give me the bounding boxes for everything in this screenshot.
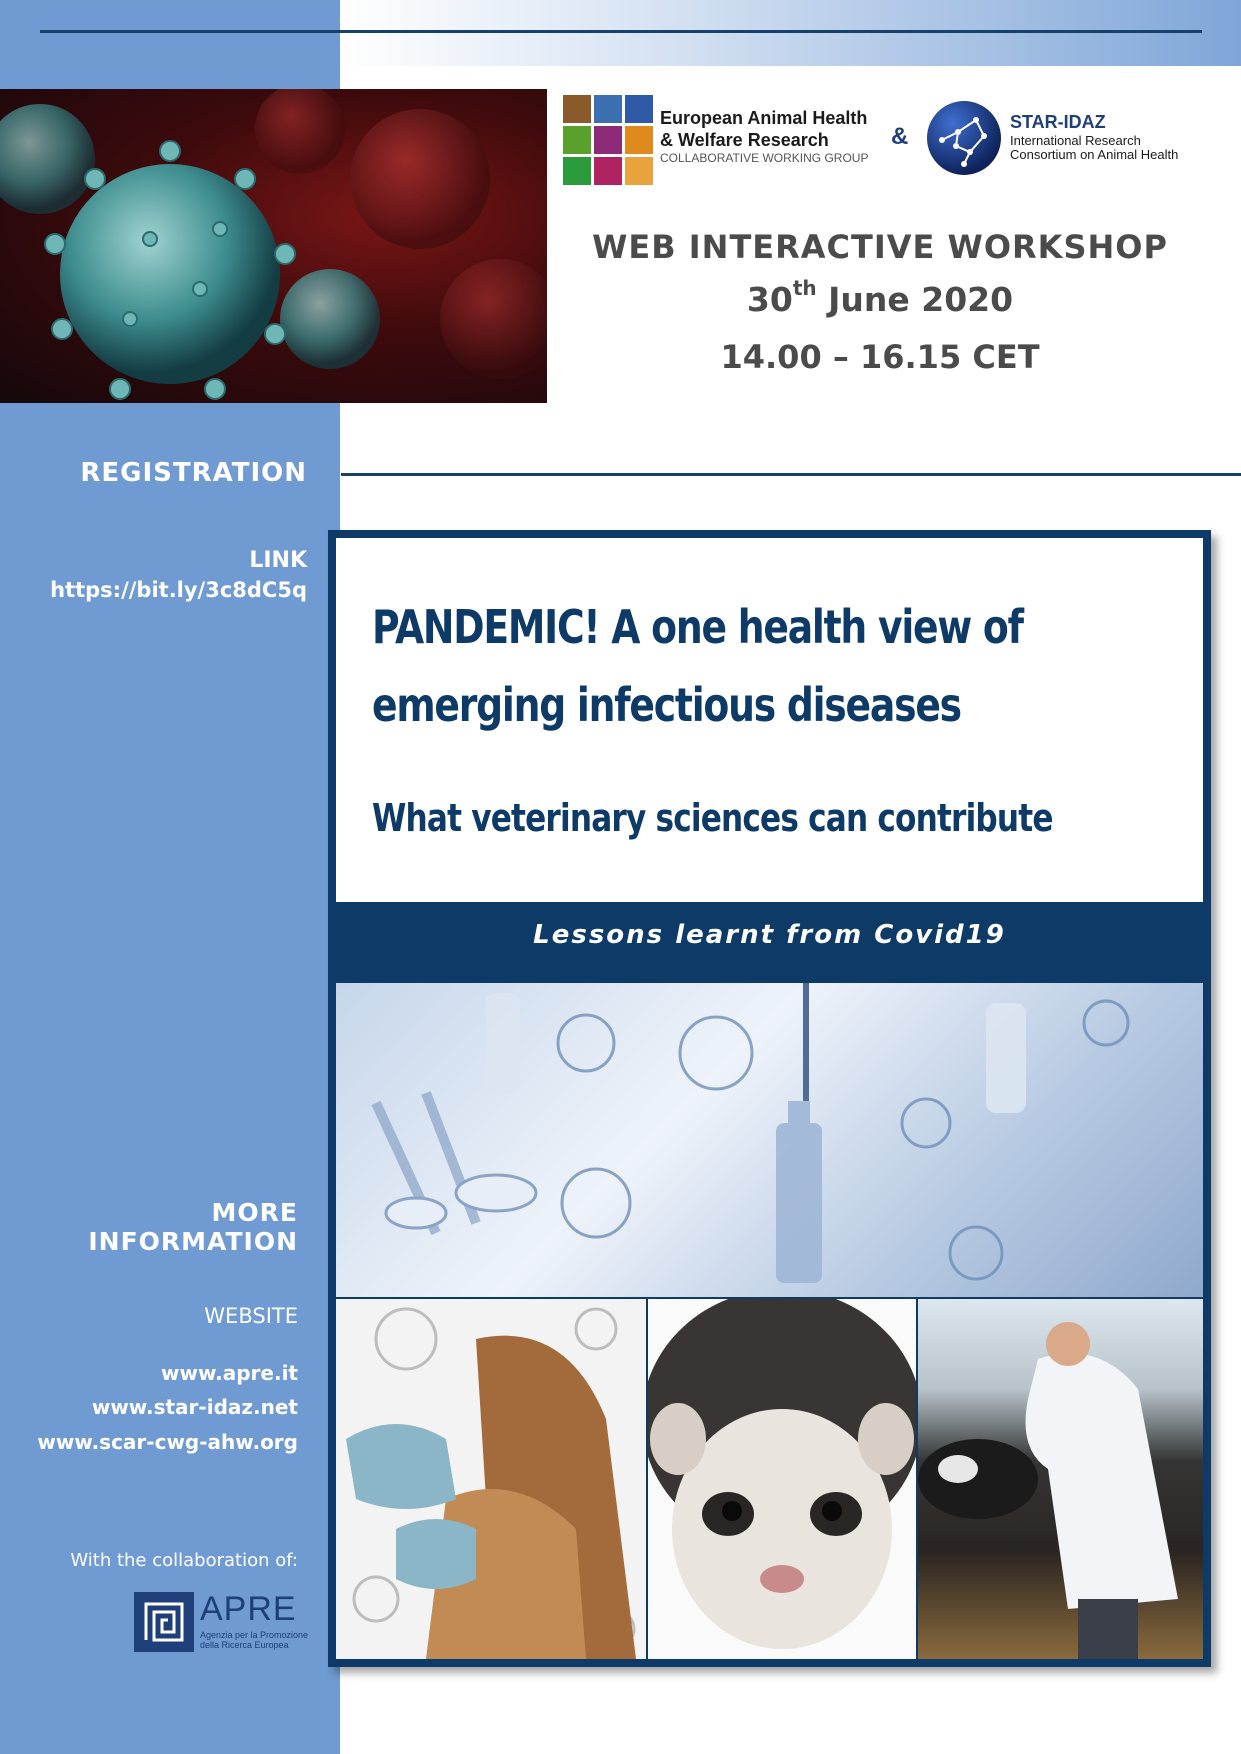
more-info-line1: MORE (211, 1198, 298, 1227)
main-title (372, 588, 1192, 744)
apre-tag-line1: Agenzia per la Promozione (200, 1630, 309, 1640)
org2-sub-line1: International Research (1010, 133, 1141, 148)
subtitle: What veterinary sciences can contribute (372, 796, 1053, 840)
workshop-card (328, 530, 1211, 1667)
event-date-rest: June 2020 (816, 280, 1014, 319)
main-title-line2: emerging infectious diseases (372, 678, 961, 732)
website-link-apre[interactable]: www.apre.it (160, 1361, 298, 1385)
star-idaz-logo (926, 100, 1226, 178)
org2-name: STAR-IDAZ (1010, 112, 1106, 132)
org2-sub-line2: Consortium on Animal Health (1010, 147, 1179, 162)
top-divider (40, 30, 1202, 33)
apre-mark-icon (134, 1592, 194, 1652)
network-globe-icon (926, 100, 1002, 176)
org1-name (660, 107, 867, 151)
registration-heading: REGISTRATION (80, 458, 307, 488)
apre-tag-line2: della Ricerca Europea (200, 1640, 289, 1650)
org2-subtitle (1010, 134, 1178, 162)
veterinarian-cattle-photo (918, 1299, 1203, 1659)
animal-tiles-icon (563, 95, 653, 185)
event-time: 14.00 – 16.15 CET (720, 338, 1040, 376)
ferret-photo (648, 1299, 916, 1659)
apre-wordmark: APRE (200, 1590, 297, 1628)
org1-name-line1: European Animal Health (660, 108, 868, 128)
top-gradient-band (340, 0, 1241, 66)
event-date-suffix: th (792, 276, 817, 300)
masked-dog-cat-photo (336, 1299, 646, 1659)
event-info (560, 228, 1200, 376)
event-date-day: 30 (746, 280, 793, 319)
ampersand: & (891, 123, 909, 150)
more-info-line2: INFORMATION (88, 1227, 298, 1256)
website-label: WEBSITE (204, 1304, 298, 1328)
apre-tagline (200, 1630, 308, 1650)
website-link-scar[interactable]: www.scar-cwg-ahw.org (37, 1430, 298, 1454)
title-panel (336, 538, 1203, 902)
more-info-heading (20, 1198, 298, 1256)
coronavirus-photo (0, 89, 547, 403)
event-type: WEB INTERACTIVE WORKSHOP (592, 228, 1168, 266)
collaboration-label: With the collaboration of: (70, 1550, 298, 1571)
lab-vaccine-photo (336, 983, 1203, 1297)
mid-divider (341, 473, 1241, 476)
apre-logo (134, 1590, 309, 1662)
event-date (560, 276, 1200, 338)
eah-welfare-logo (563, 95, 883, 185)
link-label: LINK (249, 548, 307, 573)
website-link-star-idaz[interactable]: www.star-idaz.net (91, 1395, 298, 1419)
registration-link[interactable]: https://bit.ly/3c8dC5q (50, 578, 307, 602)
org1-tagline: COLLABORATIVE WORKING GROUP (660, 151, 869, 165)
org1-name-line2: & Welfare Research (660, 130, 829, 150)
main-title-line1: PANDEMIC! A one health view of (372, 600, 1023, 654)
lessons-banner: Lessons learnt from Covid19 (533, 920, 1006, 950)
